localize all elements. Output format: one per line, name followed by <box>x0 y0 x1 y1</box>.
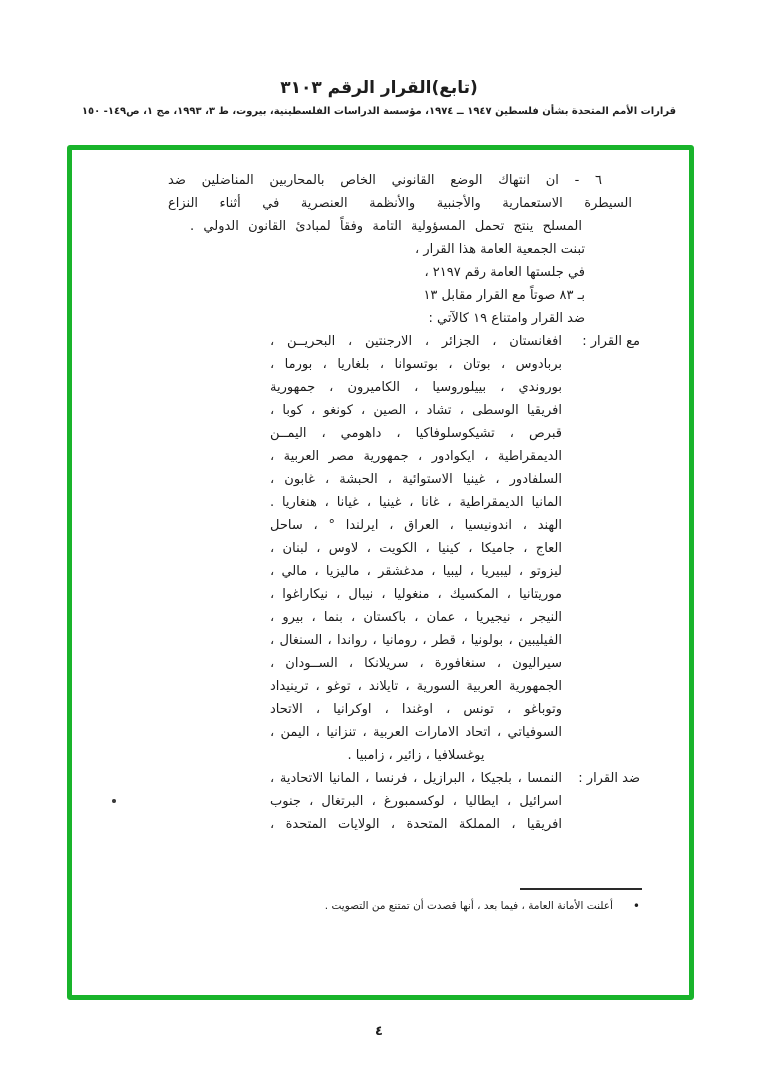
vote-with-line: بوروندي ، بييلوروسيا ، الكاميرون ، جمهورية <box>270 380 562 395</box>
page-number: ٤ <box>375 1024 383 1039</box>
clause-line: المسلح ينتج تحمل المسؤولية التامة وفقاً لمبادئ القانون الدولي . <box>190 219 582 234</box>
adoption-line: بـ ٨٣ صوتاً مع القرار مقابل ١٣ <box>423 288 585 303</box>
footnote-text: أعلنت الأمانة العامة ، فيما بعد ، أنها قصدت أن تمتنع من التصويت . <box>324 900 613 912</box>
source-citation: قرارات الأمم المتحدة بشأن فلسطين ١٩٤٧ ــ ١٩٧٤، مؤسسة الدراسات الفلسطينية، بيروت، ط ٣، ١٩٩٣، مج ١، ص١٤٩- ١٥٠ <box>81 106 677 117</box>
vote-with-line: افغانستان ، الجزائر ، الارجنتين ، البحريــن ، <box>270 334 562 349</box>
adoption-line: ضد القرار وامتناع ١٩ كالآتي : <box>428 311 585 326</box>
vote-against-line: اسرائيل ، ايطاليا ، لوكسمبورغ ، البرتغال ، جنوب <box>270 794 562 809</box>
vote-against-line: افريقيا ، المملكة المتحدة ، الولايات المتحدة ، <box>270 817 562 832</box>
vote-with-label: مع القرار : <box>582 334 640 349</box>
vote-with-line: بربادوس ، بوتان ، بوتسوانا ، بلغاريا ، بورما ، <box>270 357 562 372</box>
adoption-line: في جلستها العامة رقم ٢١٩٧ ، <box>424 265 585 280</box>
vote-with-line: الجمهورية العربية السورية ، تايلاند ، توغو ، ترينيداد <box>270 679 562 694</box>
vote-with-line: سيراليون ، سنغافورة ، سريلانكا ، الســودان ، <box>270 656 562 671</box>
vote-with-line: الهند ، اندونيسيا ، العراق ، ايرلندا ° ، ساحل <box>270 518 562 533</box>
clause-6-paragraph <box>168 169 632 238</box>
vote-with-line: افريقيا الوسطى ، تشاد ، الصين ، كونغو ، كوبا ، <box>270 403 562 418</box>
vote-against-country-list <box>270 767 562 836</box>
footnote-separator-rule <box>520 888 642 890</box>
vote-with-line: النيجر ، نيجيريا ، عمان ، باكستان ، بنما ، بيرو ، <box>270 610 562 625</box>
vote-with-country-list <box>270 330 562 767</box>
resolution-body <box>168 169 640 836</box>
adoption-line: تبنت الجمعية العامة هذا القرار ، <box>415 242 585 257</box>
vote-against-line: النمسا ، بلجيكا ، البرازيل ، فرنسا ، المانيا الاتحادية ، <box>270 771 562 786</box>
vote-with-line: وتوباغو ، تونس ، اوغندا ، اوكرانيا ، الاتحاد <box>270 702 562 717</box>
footnote <box>280 897 640 915</box>
vote-with-line: السلفادور ، غينيا الاستوائية ، الحبشة ، غابون ، <box>270 472 562 487</box>
vote-with-line: يوغسلافيا ، زائير ، زامبيا . <box>347 748 485 763</box>
page-title: (تابع)القرار الرقم ٣١٠٣ <box>280 78 478 98</box>
vote-with-section <box>168 330 640 767</box>
footnote-bullet-marker: • <box>632 899 640 913</box>
vote-with-line: السوفياتي ، اتحاد الامارات العربية ، تنزانيا ، اليمن ، <box>270 725 562 740</box>
vote-with-line: الديمقراطية ، ايكوادور ، جمهورية مصر العربية ، <box>270 449 562 464</box>
vote-with-line: المانيا الديمقراطية ، غانا ، غينيا ، غيانا ، هنغاريا . <box>270 495 562 510</box>
vote-with-line: ليزوتو ، ليبيريا ، ليبيا ، مدغشقر ، ماليزيا ، مالي ، <box>270 564 562 579</box>
vote-with-line: قبرص ، تشيكوسلوفاكيا ، داهومي ، اليمــن <box>270 426 562 441</box>
clause-line: السيطرة الاستعمارية والأجنبية والأنظمة العنصرية في أثناء النزاع <box>168 196 632 211</box>
ink-dot-artifact <box>112 799 116 803</box>
vote-against-section <box>168 767 640 836</box>
clause-line: ٦ - ان انتهاك الوضع القانوني الخاص بالمحاربين المناضلين ضد <box>168 173 602 188</box>
vote-with-line: العاج ، جاميكا ، كينيا ، الكويت ، لاوس ، لبنان ، <box>270 541 562 556</box>
vote-against-label: ضد القرار : <box>578 771 640 786</box>
vote-with-line: موريتانيا ، المكسيك ، منغوليا ، نيبال ، نيكاراغوا ، <box>270 587 562 602</box>
vote-with-line: الفيليبين ، بولونيا ، قطر ، رومانيا ، رواندا ، السنغال ، <box>270 633 562 648</box>
adoption-statement <box>168 238 585 330</box>
